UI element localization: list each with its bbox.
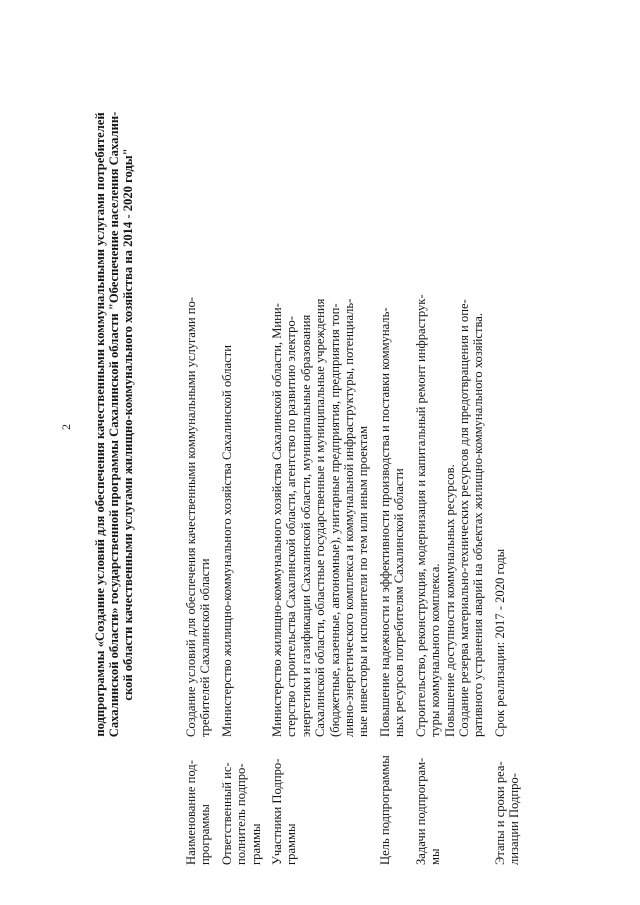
row-label bbox=[493, 737, 522, 865]
row-value bbox=[270, 80, 371, 737]
passport-row-stages bbox=[493, 80, 522, 865]
label-line: программы bbox=[198, 804, 213, 865]
label-line: граммы bbox=[248, 823, 263, 865]
value-line: требителей Сахалинской области bbox=[198, 558, 213, 737]
value-line: Повышение доступности коммунальных ресурсов. bbox=[442, 464, 457, 737]
value-line: Министерство жилищно-коммунального хозяйства Сахалинской области bbox=[219, 345, 234, 737]
passport-row-participants bbox=[270, 80, 371, 865]
row-label bbox=[378, 737, 407, 865]
label-line: мы bbox=[428, 848, 443, 865]
value-line: Сахалинской области, областные государственные и муниципальные учреждения bbox=[313, 298, 328, 737]
label-line: Участники Подпро- bbox=[270, 758, 285, 865]
row-value bbox=[220, 80, 263, 737]
row-value bbox=[493, 80, 522, 737]
value-line: Министерство жилищно-коммунального хозяйства Сахалинской области, Мини- bbox=[270, 303, 285, 737]
value-line: ративного устранения аварий на объектах жилищно-коммунального хозяйства. bbox=[471, 313, 486, 737]
row-label bbox=[220, 737, 263, 865]
row-value bbox=[184, 80, 213, 737]
value-line: Срок реализации: 2017 - 2020 годы bbox=[492, 548, 507, 737]
row-value bbox=[414, 80, 486, 737]
value-line: Повышение надежности и эффективности производства и поставки коммуналь- bbox=[377, 307, 392, 737]
value-line: Создание резерва материально-технических ресурсов для предотвращения и опе- bbox=[456, 299, 471, 737]
label-line: Задачи подпрограм- bbox=[413, 757, 428, 865]
page-number: 2 bbox=[59, 424, 73, 430]
value-line: ливно-энергетического комплекса и коммунальной инфраструктуры, потенциаль- bbox=[342, 298, 357, 737]
title-line: Сахалинской области» государственной программы Сахалинской области "Обеспечение населения Сахалин- bbox=[107, 111, 121, 738]
title-line: ской области качественными услугами жилищно-коммунального хозяйства на 2014 - 2020 годы" bbox=[121, 148, 135, 701]
title-line: подпрограммы «Создание условий для обеспечения качественными коммунальными услугами потребителей bbox=[93, 112, 107, 737]
value-line: (бюджетные, казенные, автономные), унитарные предприятия, предприятия топ- bbox=[327, 303, 342, 737]
label-line: полнитель подпро- bbox=[234, 763, 249, 865]
passport-row-goal bbox=[378, 80, 407, 865]
value-line: Строительство, реконструкция, модернизация и капитальный ремонт инфраструк- bbox=[413, 294, 428, 737]
passport-row-tasks bbox=[414, 80, 486, 865]
value-line: энергетики и газификации Сахалинской области, муниципальные образования bbox=[298, 314, 313, 737]
label-line: Этапы и сроки реа- bbox=[492, 761, 507, 865]
subprogram-passport bbox=[184, 80, 522, 865]
row-label bbox=[414, 737, 486, 865]
row-label bbox=[184, 737, 213, 865]
label-line: Ответственный ис- bbox=[219, 762, 234, 865]
label-line: граммы bbox=[284, 823, 299, 865]
value-line: стерство строительства Сахалинской области, агентство по развитию электро- bbox=[284, 316, 299, 737]
subprogram-title bbox=[93, 52, 135, 797]
value-line: ных ресурсов потребителям Сахалинской области bbox=[392, 468, 407, 737]
value-line: туры коммунального комплекса. bbox=[428, 563, 443, 737]
passport-row-name bbox=[184, 80, 213, 865]
passport-row-executor bbox=[220, 80, 263, 865]
label-line: Наименование под- bbox=[184, 760, 198, 865]
row-value bbox=[378, 80, 407, 737]
row-label bbox=[270, 737, 371, 865]
label-line: Цель подпрограммы bbox=[377, 755, 392, 865]
value-line: ные инвесторы и исполнители по тем или иным проектам bbox=[356, 425, 371, 737]
label-line: лизации Подпро- bbox=[507, 773, 522, 865]
value-line: Создание условий для обеспечения качественными коммунальными услугами по- bbox=[184, 297, 198, 737]
